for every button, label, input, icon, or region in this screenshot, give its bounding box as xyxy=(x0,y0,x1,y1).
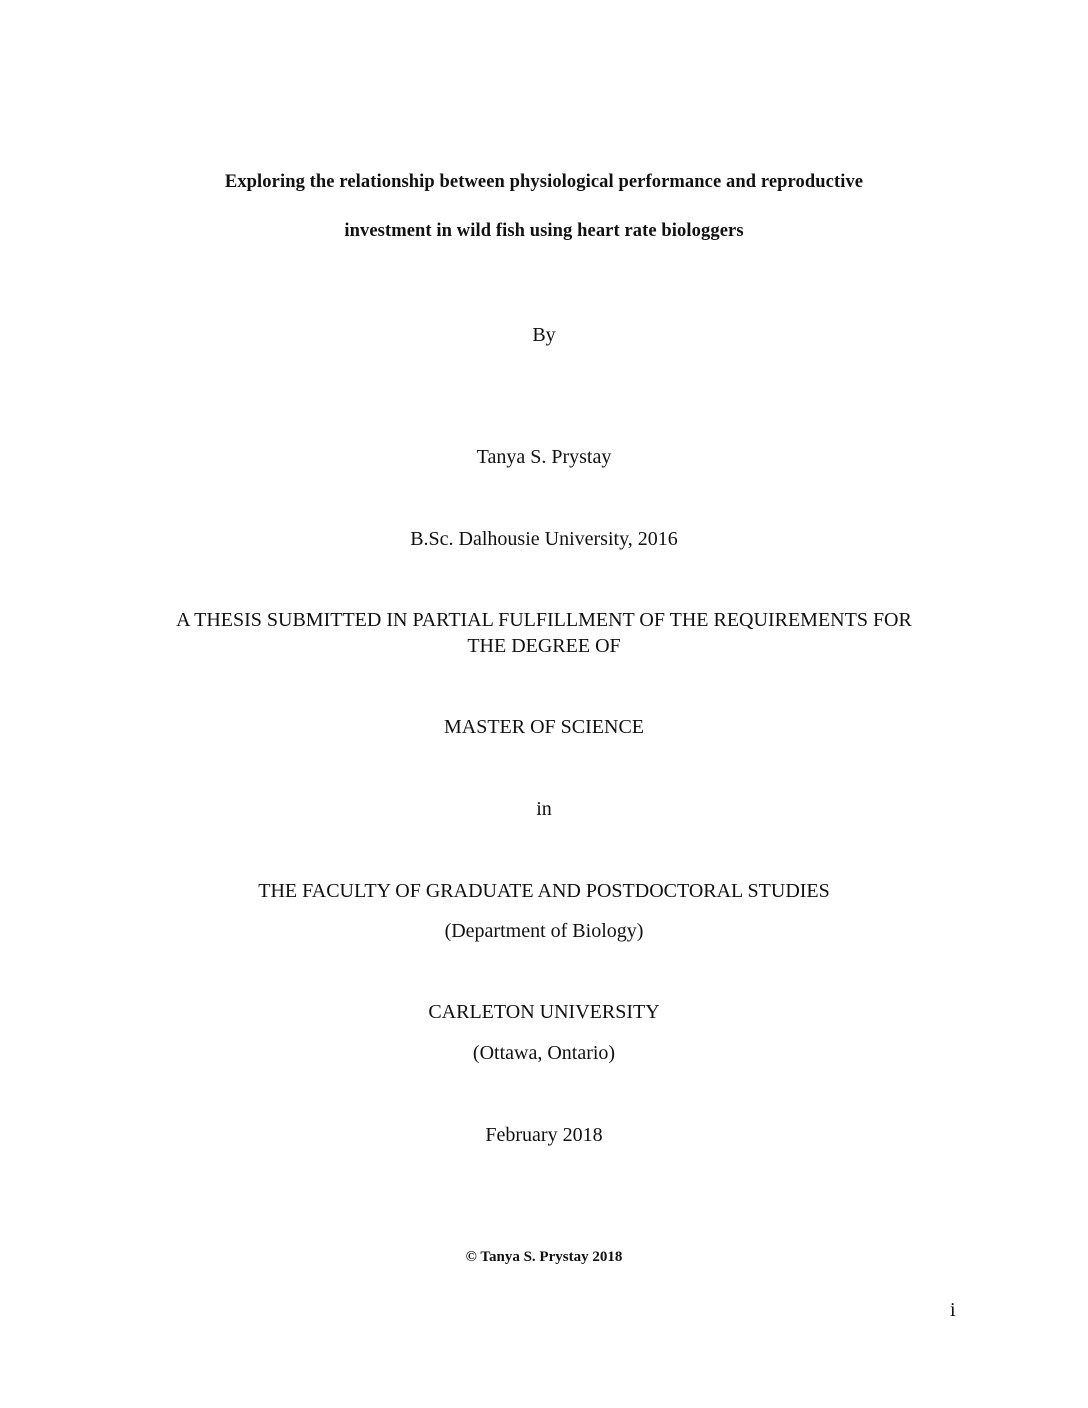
degree-name: MASTER OF SCIENCE xyxy=(443,716,645,738)
submission-statement-line-2: THE DEGREE OF xyxy=(467,635,621,657)
by-label: By xyxy=(532,324,556,346)
author-name: Tanya S. Prystay xyxy=(476,446,612,468)
submission-statement-line-1: A THESIS SUBMITTED IN PARTIAL FULFILLMENT OF THE REQUIREMENTS FOR xyxy=(176,609,912,631)
thesis-title-line-2: investment in wild fish using heart rate biologgers xyxy=(344,221,744,241)
university-name: CARLETON UNIVERSITY xyxy=(428,1001,660,1023)
thesis-title-line-1: Exploring the relationship between physiological performance and reproductive xyxy=(224,172,864,192)
page-number: i xyxy=(950,1299,956,1321)
copyright-notice: © Tanya S. Prystay 2018 xyxy=(465,1249,623,1265)
university-location: (Ottawa, Ontario) xyxy=(472,1042,616,1064)
submission-date: February 2018 xyxy=(485,1124,603,1146)
department-name: (Department of Biology) xyxy=(444,920,644,942)
prior-degree: B.Sc. Dalhousie University, 2016 xyxy=(410,528,678,550)
in-label: in xyxy=(536,798,552,820)
faculty-name: THE FACULTY OF GRADUATE AND POSTDOCTORAL STUDIES xyxy=(258,880,830,902)
